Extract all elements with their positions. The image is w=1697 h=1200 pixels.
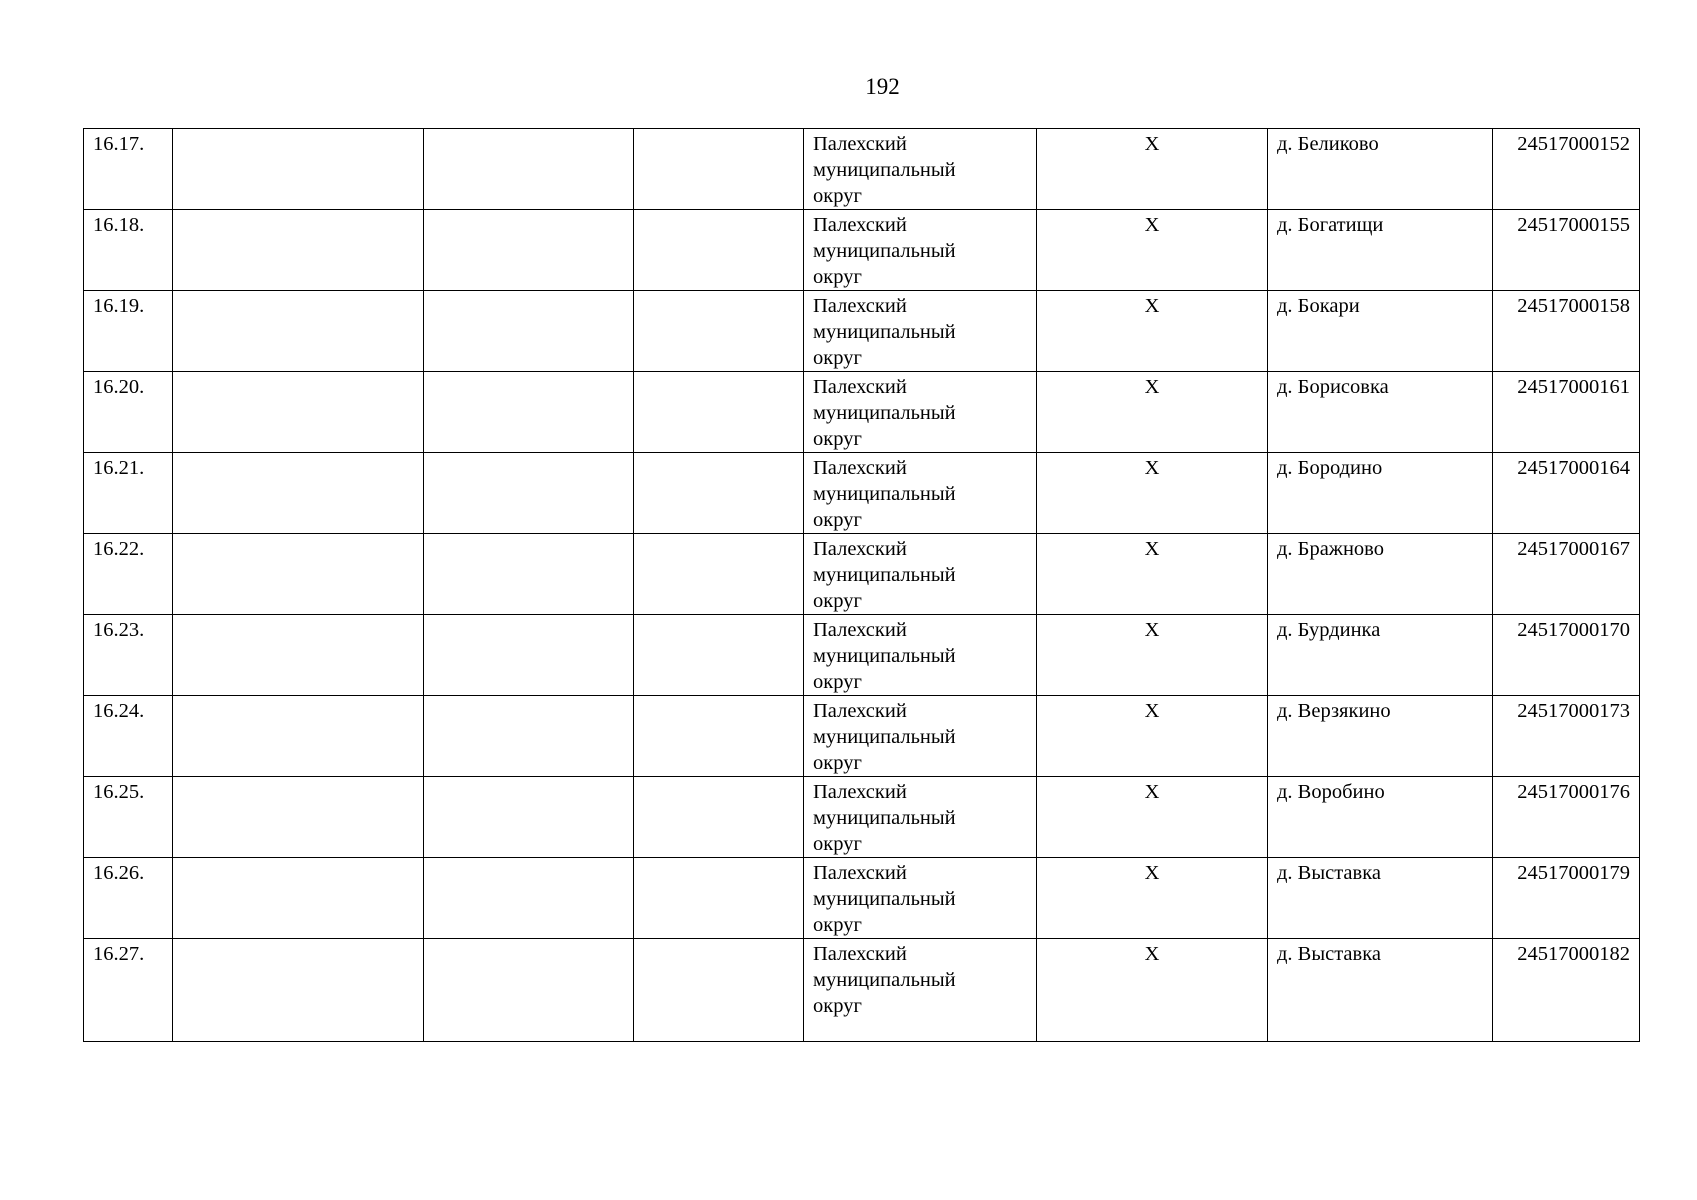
empty-cell <box>634 858 804 939</box>
empty-cell <box>173 777 424 858</box>
row-number-cell: 16.23. <box>84 615 173 696</box>
municipality-line: округ <box>813 590 862 612</box>
empty-cell <box>634 372 804 453</box>
municipality-line: муниципальный <box>813 402 956 424</box>
mark-cell: Х <box>1037 858 1268 939</box>
municipality-cell <box>804 129 1037 210</box>
mark-cell: Х <box>1037 696 1268 777</box>
settlement-cell: д. Выставка <box>1268 939 1493 1042</box>
municipality-line: Палехский <box>813 214 907 236</box>
oktmo-code-cell: 24517000176 <box>1493 777 1640 858</box>
empty-cell <box>424 777 634 858</box>
empty-cell <box>173 453 424 534</box>
municipality-line: Палехский <box>813 376 907 398</box>
empty-cell <box>634 129 804 210</box>
table-row <box>84 291 1640 372</box>
municipality-line: Палехский <box>813 538 907 560</box>
empty-cell <box>424 372 634 453</box>
settlement-cell: д. Беликово <box>1268 129 1493 210</box>
empty-cell <box>173 129 424 210</box>
mark-cell: Х <box>1037 453 1268 534</box>
empty-cell <box>634 210 804 291</box>
municipality-line: Палехский <box>813 295 907 317</box>
settlement-cell: д. Бородино <box>1268 453 1493 534</box>
mark-cell: Х <box>1037 129 1268 210</box>
mark-cell: Х <box>1037 615 1268 696</box>
row-number-cell: 16.22. <box>84 534 173 615</box>
municipality-line: муниципальный <box>813 807 956 829</box>
municipality-cell <box>804 210 1037 291</box>
empty-cell <box>173 291 424 372</box>
municipality-line: Палехский <box>813 862 907 884</box>
municipality-line: Палехский <box>813 700 907 722</box>
table-row <box>84 939 1640 1042</box>
table-row <box>84 615 1640 696</box>
mark-cell: Х <box>1037 210 1268 291</box>
municipality-line: округ <box>813 752 862 774</box>
municipality-cell <box>804 615 1037 696</box>
empty-cell <box>173 858 424 939</box>
row-number-cell: 16.25. <box>84 777 173 858</box>
municipality-line: Палехский <box>813 457 907 479</box>
oktmo-code-cell: 24517000167 <box>1493 534 1640 615</box>
settlement-cell: д. Бокари <box>1268 291 1493 372</box>
municipality-line: муниципальный <box>813 564 956 586</box>
mark-cell: Х <box>1037 939 1268 1042</box>
empty-cell <box>424 696 634 777</box>
empty-cell <box>424 210 634 291</box>
oktmo-code-cell: 24517000182 <box>1493 939 1640 1042</box>
settlement-cell: д. Верзякино <box>1268 696 1493 777</box>
municipality-line: муниципальный <box>813 240 956 262</box>
table-row <box>84 210 1640 291</box>
municipality-line: округ <box>813 995 862 1017</box>
oktmo-code-cell: 24517000170 <box>1493 615 1640 696</box>
row-number-cell: 16.18. <box>84 210 173 291</box>
table-row <box>84 858 1640 939</box>
oktmo-code-cell: 24517000179 <box>1493 858 1640 939</box>
municipality-line: муниципальный <box>813 321 956 343</box>
municipality-line: округ <box>813 671 862 693</box>
mark-cell: Х <box>1037 291 1268 372</box>
municipality-line: округ <box>813 428 862 450</box>
municipality-cell <box>804 939 1037 1042</box>
municipality-cell <box>804 372 1037 453</box>
empty-cell <box>634 696 804 777</box>
empty-cell <box>173 939 424 1042</box>
empty-cell <box>424 939 634 1042</box>
municipality-line: муниципальный <box>813 645 956 667</box>
municipality-line: муниципальный <box>813 159 956 181</box>
oktmo-code-cell: 24517000173 <box>1493 696 1640 777</box>
settlement-cell: д. Выставка <box>1268 858 1493 939</box>
empty-cell <box>173 615 424 696</box>
mark-cell: Х <box>1037 777 1268 858</box>
municipality-line: Палехский <box>813 619 907 641</box>
oktmo-code-cell: 24517000161 <box>1493 372 1640 453</box>
empty-cell <box>424 453 634 534</box>
municipality-line: муниципальный <box>813 483 956 505</box>
empty-cell <box>634 939 804 1042</box>
municipality-line: округ <box>813 833 862 855</box>
empty-cell <box>634 777 804 858</box>
table-row <box>84 453 1640 534</box>
table-row <box>84 777 1640 858</box>
empty-cell <box>424 129 634 210</box>
empty-cell <box>634 615 804 696</box>
row-number-cell: 16.20. <box>84 372 173 453</box>
oktmo-code-cell: 24517000155 <box>1493 210 1640 291</box>
municipality-line: округ <box>813 266 862 288</box>
empty-cell <box>424 291 634 372</box>
municipality-line: округ <box>813 914 862 936</box>
settlement-cell: д. Воробино <box>1268 777 1493 858</box>
empty-cell <box>424 615 634 696</box>
empty-cell <box>173 696 424 777</box>
row-number-cell: 16.17. <box>84 129 173 210</box>
row-number-cell: 16.21. <box>84 453 173 534</box>
municipality-cell <box>804 777 1037 858</box>
empty-cell <box>634 291 804 372</box>
settlement-cell: д. Борисовка <box>1268 372 1493 453</box>
municipality-line: Палехский <box>813 133 907 155</box>
empty-cell <box>424 534 634 615</box>
row-number-cell: 16.26. <box>84 858 173 939</box>
registry-table <box>83 128 1640 1042</box>
municipality-cell <box>804 534 1037 615</box>
municipality-line: округ <box>813 509 862 531</box>
municipality-line: Палехский <box>813 943 907 965</box>
row-number-cell: 16.24. <box>84 696 173 777</box>
municipality-cell <box>804 696 1037 777</box>
row-number-cell: 16.27. <box>84 939 173 1042</box>
empty-cell <box>424 858 634 939</box>
table-body <box>84 129 1640 1042</box>
municipality-cell <box>804 453 1037 534</box>
municipality-cell <box>804 858 1037 939</box>
mark-cell: Х <box>1037 534 1268 615</box>
settlement-cell: д. Бурдинка <box>1268 615 1493 696</box>
empty-cell <box>173 534 424 615</box>
settlement-cell: д. Бражново <box>1268 534 1493 615</box>
mark-cell: Х <box>1037 372 1268 453</box>
settlement-cell: д. Богатищи <box>1268 210 1493 291</box>
municipality-line: муниципальный <box>813 969 956 991</box>
empty-cell <box>634 534 804 615</box>
municipality-line: муниципальный <box>813 726 956 748</box>
oktmo-code-cell: 24517000152 <box>1493 129 1640 210</box>
row-number-cell: 16.19. <box>84 291 173 372</box>
municipality-cell <box>804 291 1037 372</box>
table-row <box>84 372 1640 453</box>
oktmo-code-cell: 24517000164 <box>1493 453 1640 534</box>
table-row <box>84 534 1640 615</box>
table-row <box>84 696 1640 777</box>
empty-cell <box>173 372 424 453</box>
municipality-line: округ <box>813 347 862 369</box>
table-row <box>84 129 1640 210</box>
municipality-line: муниципальный <box>813 888 956 910</box>
municipality-line: округ <box>813 185 862 207</box>
empty-cell <box>173 210 424 291</box>
oktmo-code-cell: 24517000158 <box>1493 291 1640 372</box>
empty-cell <box>634 453 804 534</box>
page-number: 192 <box>865 74 900 99</box>
municipality-line: Палехский <box>813 781 907 803</box>
